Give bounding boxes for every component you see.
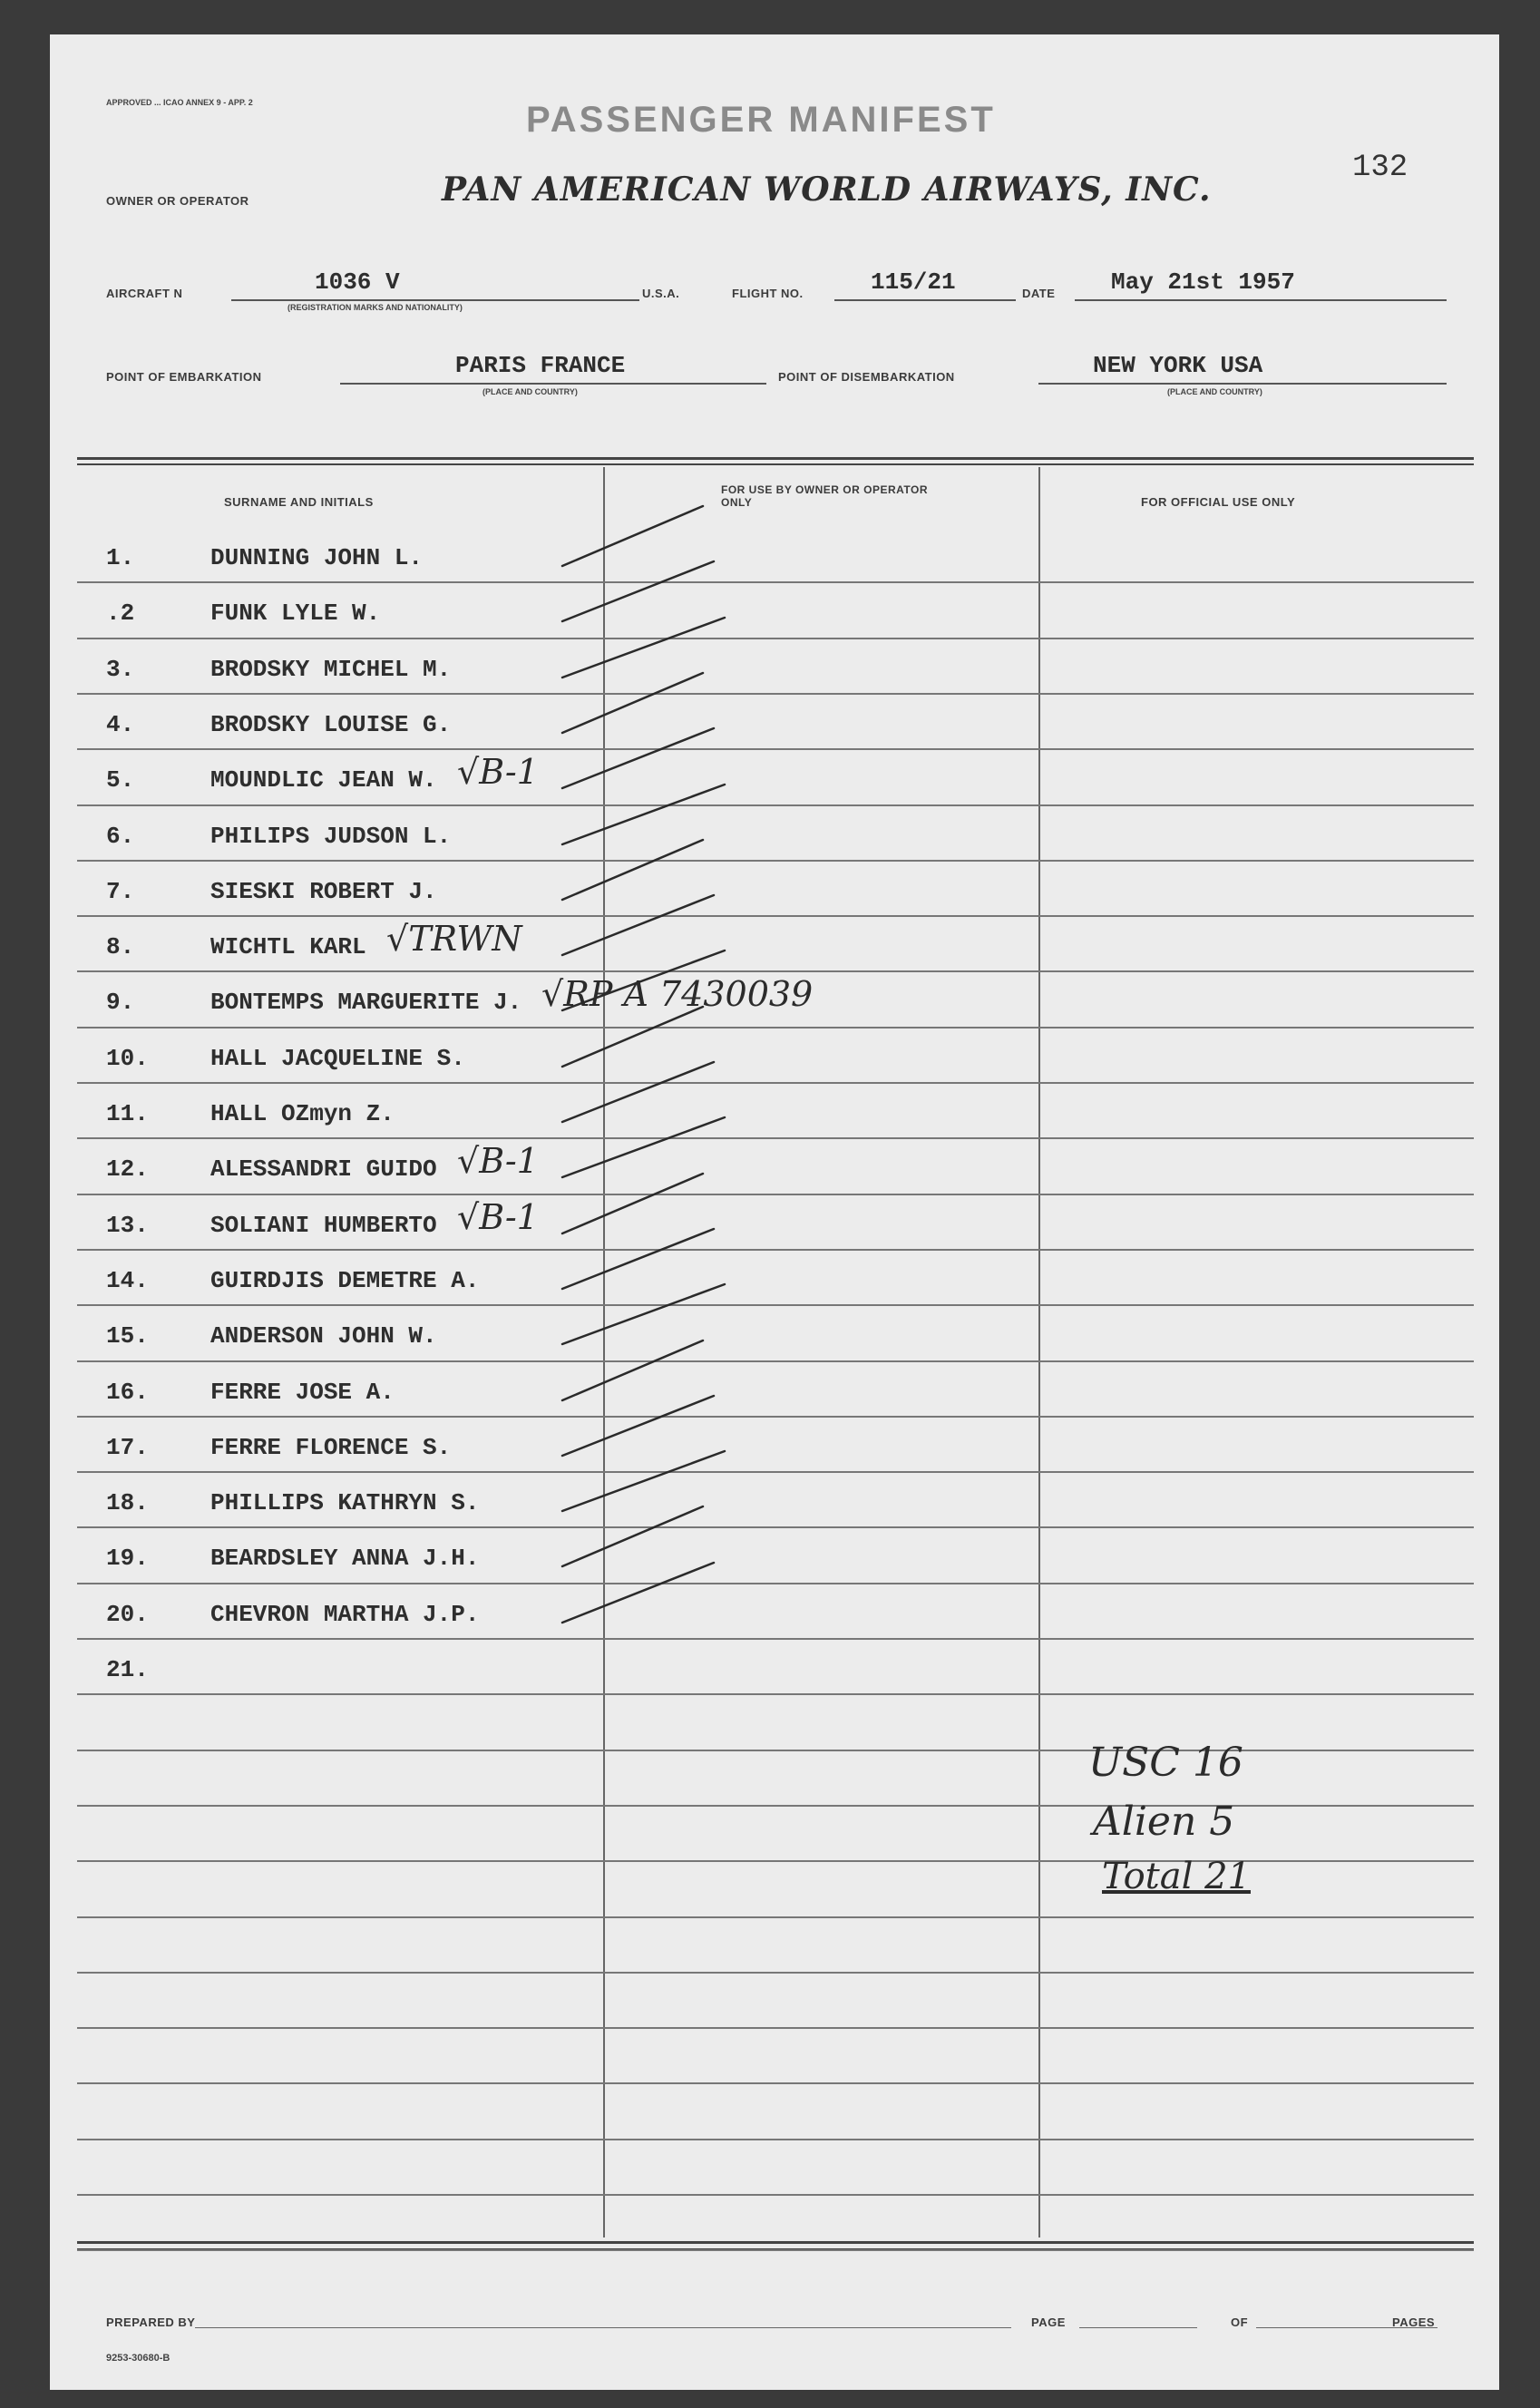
- handwritten-note: √B-1: [457, 1141, 539, 1181]
- aircraft-value: 1036 V: [315, 268, 400, 296]
- row-number: 17.: [106, 1434, 149, 1461]
- approval-note: APPROVED ... ICAO ANNEX 9 - APP. 2: [106, 98, 253, 107]
- row-number: 1.: [106, 544, 135, 571]
- row-number: 12.: [106, 1155, 149, 1183]
- check-stroke: [562, 1396, 714, 1456]
- check-stroke: [562, 1284, 725, 1344]
- check-stroke: [562, 1007, 703, 1067]
- aircraft-sub: (REGISTRATION MARKS AND NATIONALITY): [288, 303, 463, 312]
- prepared-by-label: PREPARED BY: [106, 2315, 196, 2329]
- row-number: 9.: [106, 989, 135, 1016]
- check-stroke: [562, 1174, 703, 1233]
- page-label: PAGE: [1031, 2315, 1066, 2329]
- disembark-value: NEW YORK USA: [1093, 352, 1263, 379]
- check-stroke: [562, 951, 725, 1010]
- check-stroke: [562, 1506, 703, 1566]
- handwritten-note: √TRWN: [386, 919, 522, 959]
- passenger-name: BRODSKY LOUISE G.: [210, 711, 452, 738]
- disembark-label: POINT OF DISEMBARKATION: [778, 370, 955, 384]
- row-number: 10.: [106, 1045, 149, 1072]
- col-owner-use: FOR USE BY OWNER OR OPERATOR ONLY: [721, 483, 929, 509]
- row-number: 19.: [106, 1545, 149, 1572]
- check-stroke: [562, 1229, 714, 1289]
- form-code: 9253-30680-B: [106, 2353, 171, 2364]
- embark-label: POINT OF EMBARKATION: [106, 370, 262, 384]
- official-note-usc: USC 16: [1088, 1740, 1243, 1786]
- passenger-name: ALESSANDRI GUIDO: [210, 1155, 437, 1183]
- embark-value: PARIS FRANCE: [455, 352, 626, 379]
- row-number: 21.: [106, 1656, 149, 1683]
- row-number: 14.: [106, 1267, 149, 1294]
- passenger-name: CHEVRON MARTHA J.P.: [210, 1601, 480, 1628]
- passenger-name: BRODSKY MICHEL M.: [210, 656, 452, 683]
- passenger-name: MOUNDLIC JEAN W.: [210, 766, 437, 794]
- check-stroke: [562, 840, 703, 900]
- flight-label: FLIGHT NO.: [732, 287, 804, 300]
- check-stroke: [562, 1563, 714, 1623]
- form-title: PASSENGER MANIFEST: [526, 100, 996, 140]
- row-number: 8.: [106, 933, 135, 960]
- row-number: 18.: [106, 1489, 149, 1516]
- row-number: 11.: [106, 1100, 149, 1127]
- col-official-use: FOR OFFICIAL USE ONLY: [1141, 495, 1296, 509]
- row-number: 13.: [106, 1212, 149, 1239]
- row-number: 16.: [106, 1379, 149, 1406]
- usa-label: U.S.A.: [642, 287, 680, 300]
- check-stroke: [562, 618, 725, 678]
- handwritten-note: √B-1: [457, 1197, 539, 1237]
- passenger-name: SIESKI ROBERT J.: [210, 878, 437, 905]
- row-number: 3.: [106, 656, 135, 683]
- date-label: DATE: [1022, 287, 1056, 300]
- passenger-name: WICHTL KARL: [210, 933, 366, 960]
- date-value: May 21st 1957: [1111, 268, 1295, 296]
- passenger-name: HALL JACQUELINE S.: [210, 1045, 465, 1072]
- check-stroke: [562, 785, 725, 844]
- passenger-name: FUNK LYLE W.: [210, 600, 381, 627]
- check-stroke: [562, 1451, 725, 1511]
- aircraft-label: AIRCRAFT N: [106, 287, 183, 300]
- check-stroke: [562, 728, 714, 788]
- passenger-name: SOLIANI HUMBERTO: [210, 1212, 437, 1239]
- passenger-name: ANDERSON JOHN W.: [210, 1322, 437, 1350]
- passenger-name: FERRE FLORENCE S.: [210, 1434, 452, 1461]
- manifest-sheet: [50, 34, 1499, 2390]
- passenger-name: PHILIPS JUDSON L.: [210, 823, 452, 850]
- disembark-sub: (PLACE AND COUNTRY): [1167, 387, 1262, 396]
- check-stroke: [562, 1340, 703, 1400]
- handwritten-note: √B-1: [457, 752, 539, 792]
- passenger-name: FERRE JOSE A.: [210, 1379, 395, 1406]
- col-surname: SURNAME AND INITIALS: [224, 495, 374, 509]
- handwritten-note: √RP A 7430039: [541, 974, 814, 1014]
- row-number: 5.: [106, 766, 135, 794]
- row-number: 20.: [106, 1601, 149, 1628]
- passenger-name: GUIRDJIS DEMETRE A.: [210, 1267, 480, 1294]
- row-number: 7.: [106, 878, 135, 905]
- check-stroke: [562, 673, 703, 733]
- row-number: .2: [106, 600, 135, 627]
- check-stroke: [562, 895, 714, 955]
- row-number: 6.: [106, 823, 135, 850]
- row-number: 4.: [106, 711, 135, 738]
- owner-label: OWNER OR OPERATOR: [106, 194, 249, 208]
- passenger-name: HALL OZmyn Z.: [210, 1100, 395, 1127]
- check-stroke: [562, 1117, 725, 1177]
- embark-sub: (PLACE AND COUNTRY): [482, 387, 578, 396]
- check-stroke: [562, 506, 703, 566]
- flight-value: 115/21: [871, 268, 956, 296]
- check-marks: [50, 34, 1499, 2390]
- passenger-name: DUNNING JOHN L.: [210, 544, 424, 571]
- row-number: 15.: [106, 1322, 149, 1350]
- pages-label: PAGES: [1392, 2315, 1436, 2329]
- passenger-name: PHILLIPS KATHRYN S.: [210, 1489, 480, 1516]
- passenger-name: BEARDSLEY ANNA J.H.: [210, 1545, 480, 1572]
- of-label: OF: [1231, 2315, 1249, 2329]
- page-number: 132: [1352, 151, 1408, 185]
- check-stroke: [562, 561, 714, 621]
- airline-name: PAN AMERICAN WORLD AIRWAYS, INC.: [442, 171, 1212, 209]
- passenger-name: BONTEMPS MARGUERITE J.: [210, 989, 522, 1016]
- check-stroke: [562, 1062, 714, 1122]
- official-note-total: Total 21: [1102, 1856, 1251, 1897]
- official-note-alien: Alien 5: [1093, 1799, 1235, 1845]
